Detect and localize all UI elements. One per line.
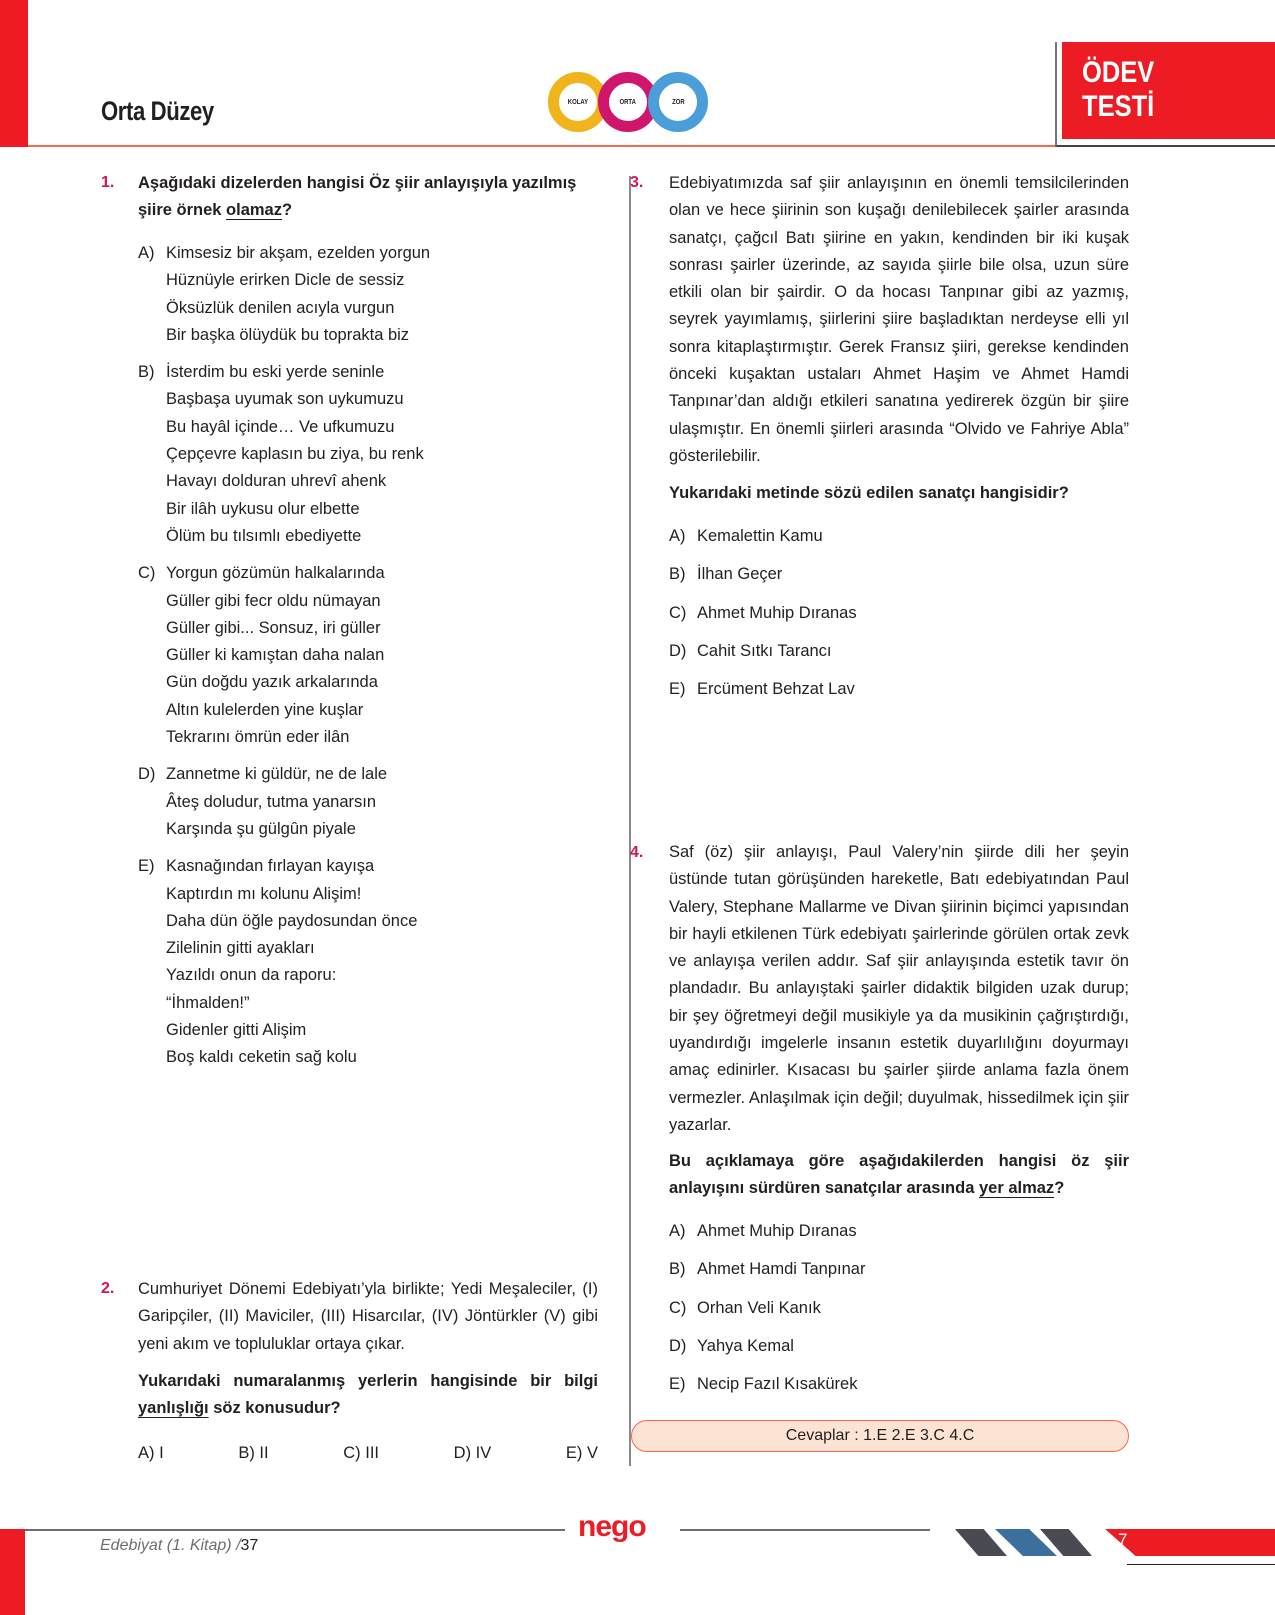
badge-title: ÖDEV TESTİ — [1082, 56, 1155, 123]
option-a[interactable]: A) Kemalettin Kamu — [669, 527, 823, 545]
level-title: Orta Düzey — [101, 96, 214, 126]
question-3-passage: Edebiyatımızda saf şiir anlayışının en önemli temsilcilerinden olan ve hece şiirinin son kuşağı denilebilecek şairler arasında sanatçı, çağcıl Batı şiirine en yakın, kendinden bir iki kuşak sonrası şairler üzerinde, az sayıda şiirle bile olsa, uzun süre etkili olan bir şairdir. O da hocası Tanpınar gibi az yazmış, seyrek yayımlamış, şiirlerini şiire başladıktan nerdeyse elli yıl sonra kitaplaştırmıştır. Gerek Fransız şiiri, gerekse kendinden önceki kuşaktan ustaları Ahmet Haşim ve Ahmet Hamdi Tanpınar’dan aldığı etkileri sanatına yedirerek özgün bir şiire ulaşmıştır. En önemli şiirleri arasında “Olvido ve Fahriye Abla” gösterilebilir. — [669, 174, 1129, 465]
option-e[interactable]: E) Ercüment Behzat Lav — [669, 680, 855, 699]
question-2-stem: Yukarıdaki numaralanmış yerlerin hangisinde bir bilgi yanlışlığı söz konusudur? — [138, 1372, 598, 1418]
option-e[interactable]: E) Necip Fazıl Kısakürek — [669, 1375, 858, 1394]
page-number-underline — [1127, 1564, 1275, 1565]
option-d[interactable]: D) Cahit Sıtkı Tarancı — [669, 641, 832, 660]
option-a[interactable]: A) Kimsesiz bir akşam, ezelden yorgun Hüznüyle erirken Dicle de sessiz Öksüzlük denilen acıyla vurgun Bir başka ölüydük bu toprakta biz — [138, 244, 431, 344]
option-a[interactable]: A) Ahmet Muhip Dıranas — [669, 1222, 857, 1240]
option-c[interactable]: C) III — [343, 1444, 379, 1462]
option-b[interactable]: B) İlhan Geçer — [669, 565, 783, 584]
question-2-number: 2. — [101, 1280, 115, 1297]
question-3-options — [669, 523, 1129, 703]
book-reference: Edebiyat (1. Kitap) /37 — [100, 1537, 259, 1554]
difficulty-kolay-icon: KOLAY — [548, 72, 608, 132]
answer-key: Cevaplar : 1.E 2.E 3.C 4.C — [631, 1420, 1129, 1452]
question-2-options — [138, 1440, 598, 1467]
question-4-passage: Saf (öz) şiir anlayışı, Paul Valery’nin şiirde dili her şeyin üstünde tutan görüşünden hareketle, Batı edebiyatından Paul Valery, Stephane Mallarme ve Divan şiirinin biçimci yapısından bir hayli etkilenen Türk edebiyatı şairlerinde görülen ortak zevk ve anlayışa verilen addır. Saf şiir anlayışında estetik tavır ön plandadır. Bu anlayıştaki şairler didaktik bilgiden uzak durup; bir şey öğretmeyi değil musikiyle ya da musikinin çağrıştırdığı, uyandırdığı imgelerle insanın estetik duyarlılığını doyurmayı amaç edinirler. Kısacası bu şairler şiirde anlama fazla önem vermezler. Anlaşılmak için değil; duyulmak, hissedilmek için şiir yazarlar. — [669, 843, 1129, 1134]
column-divider — [629, 176, 631, 1466]
option-a[interactable]: A) I — [138, 1444, 164, 1462]
option-d[interactable]: D) IV — [453, 1444, 492, 1462]
option-e[interactable]: E) Kasnağından fırlayan kayışa Kaptırdın mı kolunu Alişim! Daha dün öğle paydosundan önce Zilelinin gitti ayakları Yazıldı onun da raporu: “İhmalden!” Gidenler gitti Alişim Boş kaldı ceketin sağ kolu — [138, 857, 418, 1067]
footer-divider-middle — [680, 1529, 930, 1531]
question-1-options — [138, 240, 598, 1072]
option-b[interactable]: B) II — [238, 1444, 269, 1462]
option-c[interactable]: C) Yorgun gözümün halkalarında Güller gibi fecr oldu nümayan Güller gibi... Sonsuz, iri güller Güller ki kamıştan daha nalan Gün doğdu yazık arkalarında Altın kulelerden yine kuşlar Tekrarını ömrün eder ilân — [138, 564, 385, 747]
footer-red-strip — [0, 1529, 25, 1615]
question-4-number: 4. — [630, 844, 644, 861]
option-d[interactable]: D) Zannetme ki güldür, ne de lale Âteş doludur, tutma yanarsın Karşında şu gülgûn piyale — [138, 765, 388, 838]
difficulty-rings — [548, 72, 710, 140]
nego-logo: nego — [578, 1510, 646, 1543]
page-number: 7 — [1118, 1530, 1128, 1549]
question-1-stem: Aşağıdaki dizelerden hangisi Öz şiir anlayışıyla yazılmış şiire örnek olamaz? — [138, 174, 577, 220]
question-4-options — [669, 1218, 1129, 1398]
question-3-number: 3. — [630, 174, 644, 191]
option-c[interactable]: C) Ahmet Muhip Dıranas — [669, 603, 857, 622]
option-b[interactable]: B) Ahmet Hamdi Tanpınar — [669, 1260, 866, 1279]
header-divider — [28, 145, 1058, 147]
question-3-stem: Yukarıdaki metinde sözü edilen sanatçı hangisidir? — [669, 484, 1069, 502]
difficulty-orta-icon: ORTA — [598, 72, 658, 132]
question-4-stem: Bu açıklamaya göre aşağıdakilerden hangisi öz şiir anlayışını sürdüren sanatçılar arasında yer almaz? — [669, 1152, 1129, 1198]
option-d[interactable]: D) Yahya Kemal — [669, 1336, 794, 1355]
option-b[interactable]: B) İsterdim bu eski yerde seninle Başbaşa uyumak son uykumuzu Bu hayâl içinde… Ve ufkumuzu Çepçevre kaplasın bu ziya, bu renk Havayı dolduran uhrevî ahenk Bir ilâh uykusu olur elbette Ölüm bu tılsımlı ebediyette — [138, 363, 424, 545]
option-e[interactable]: E) V — [565, 1444, 598, 1462]
footer-divider-left — [25, 1529, 565, 1531]
left-red-strip — [0, 0, 28, 147]
question-2-passage: Cumhuriyet Dönemi Edebiyatı’yla birlikte; Yedi Meşaleciler, (I) Garipçiler, (II) Maviciler, (III) Hisarcılar, (IV) Jöntürkler (V) gibi yeni akım ve topluluklar ortaya çıkar. — [138, 1280, 598, 1353]
page-number-tab — [1105, 1529, 1275, 1556]
question-1-number: 1. — [101, 174, 115, 191]
difficulty-zor-icon: ZOR — [648, 72, 708, 132]
option-c[interactable]: C) Orhan Veli Kanık — [669, 1298, 821, 1317]
